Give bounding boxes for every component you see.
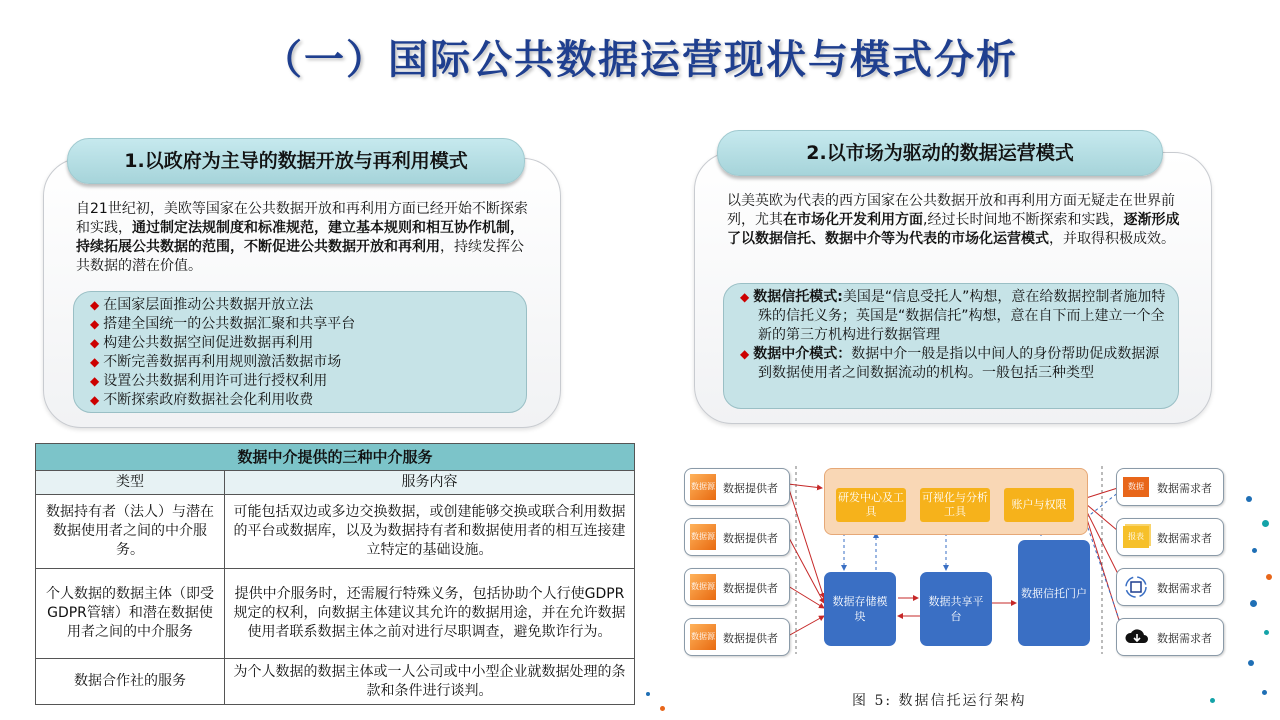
data-consumer-box bbox=[1116, 518, 1224, 556]
intermediary-services-table bbox=[35, 443, 635, 705]
diamond-bullet-icon: ◆ bbox=[90, 393, 100, 407]
data-consumer-box bbox=[1116, 568, 1224, 606]
data-consumer-label: 数据需求者 bbox=[1157, 632, 1212, 645]
right-para-text-1: 以美英欧为代表的西方国家在公共数据开放和再利用方面无疑走在世界前列，尤其 bbox=[727, 193, 1175, 228]
left-para-text-1: 自21世纪初，美欧等国家在公共数据开放和再利用方面已经开始不断探索和实践， bbox=[76, 201, 528, 236]
visualization-analysis-module: 可视化与分析工具 bbox=[920, 488, 990, 522]
diamond-bullet-icon: ◆ bbox=[90, 374, 100, 388]
diamond-bullet-icon: ◆ bbox=[90, 336, 100, 350]
right-para-text-3: ，并取得积极成效。 bbox=[1049, 231, 1175, 247]
table-cell-content: 可能包括双边或多边交换数据，或创建能够交换或联合利用数据的平台或数据库，以及为数据持有者和数据使用者的相互连接建立特定的基础设施。 bbox=[225, 495, 635, 569]
list-item: ◆ 不断完善数据再利用规则激活数据市场 bbox=[90, 354, 342, 370]
list-item: ◆ 在国家层面推动公共数据开放立法 bbox=[90, 297, 314, 313]
diamond-bullet-icon: ◆ bbox=[740, 290, 750, 304]
data-consumer-label: 数据需求者 bbox=[1157, 482, 1212, 495]
table-cell-type: 数据持有者（法人）与潜在数据使用者之间的中介服务。 bbox=[36, 495, 225, 569]
data-provider-box bbox=[684, 518, 790, 556]
data-source-cube-icon: 数据源 bbox=[690, 474, 716, 500]
table-cell-content: 提供中介服务时，还需履行特殊义务，包括协助个人行使GDPR规定的权利，向数据主体建议其允许的数据用途，并在允许数据使用者联系数据主体之前对进行尽职调查，避免欺诈行为。 bbox=[225, 569, 635, 659]
data-consumer-box bbox=[1116, 468, 1224, 506]
table-cell-type: 数据合作社的服务 bbox=[36, 659, 225, 705]
page-title: （一）国际公共数据运营现状与模式分析 bbox=[262, 37, 1018, 83]
data-badge-icon: 数据 bbox=[1123, 477, 1149, 497]
list-item: ◆ 数据信托模式:美国是“信息受托人”构想，意在给数据控制者施加特殊的信托义务；英国是“数据信托”构想，意在自下而上建立一个全新的第三方机构进行数据管理 bbox=[740, 289, 1166, 343]
figure-caption: 图 5: 数据信托运行架构 bbox=[852, 693, 1027, 709]
list-item: ◆ 构建公共数据空间促进数据再利用 bbox=[90, 335, 314, 351]
table-row bbox=[36, 659, 635, 705]
data-trust-portal: 数据信托门户 bbox=[1018, 540, 1090, 646]
list-item: ◆ 不断探索政府数据社会化利用收费 bbox=[90, 392, 314, 408]
data-consumer-box bbox=[1116, 618, 1224, 656]
diamond-bullet-icon: ◆ bbox=[740, 347, 750, 361]
right-para-text-2: ,经过长时间地不断探索和实践， bbox=[923, 212, 1124, 228]
diamond-bullet-icon: ◆ bbox=[90, 298, 100, 312]
left-card-paragraph bbox=[76, 200, 530, 276]
left-card-heading: 1.以政府为主导的数据开放与再利用模式 bbox=[67, 138, 525, 184]
table-caption: 数据中介提供的三种中介服务 bbox=[36, 444, 635, 471]
diamond-bullet-icon: ◆ bbox=[90, 317, 100, 331]
data-sharing-platform: 数据共享平台 bbox=[920, 572, 992, 646]
data-provider-box bbox=[684, 618, 790, 656]
right-card-heading: 2.以市场为驱动的数据运营模式 bbox=[717, 130, 1163, 176]
left-bullet-list bbox=[90, 296, 520, 410]
left-para-bold-1: 通过制定法规制度和标准规范，建立基本规则和相互协作机制，持续拓展公共数据的范围，不断促进公共数据开放和再利用 bbox=[76, 220, 524, 255]
data-trust-diagram bbox=[676, 458, 1236, 658]
diamond-bullet-icon: ◆ bbox=[90, 355, 100, 369]
report-icon: 报表 bbox=[1123, 526, 1149, 548]
rd-center-tools-module: 研发中心及工具 bbox=[836, 488, 906, 522]
table-cell-type: 个人数据的数据主体（即受GDPR管辖）和潜在数据使用者之间的中介服务 bbox=[36, 569, 225, 659]
data-provider-label: 数据提供者 bbox=[723, 532, 778, 545]
data-storage-module: 数据存储模块 bbox=[824, 572, 896, 646]
left-para-text-2: ，持续发挥公共数据的潜在价值。 bbox=[76, 239, 524, 274]
data-source-cube-icon: 数据源 bbox=[690, 524, 716, 550]
right-para-bold-1: 在市场化开发利用方面 bbox=[783, 212, 923, 228]
column-header-type: 类型 bbox=[36, 471, 225, 495]
data-provider-label: 数据提供者 bbox=[723, 582, 778, 595]
list-item: ◆ 搭建全国统一的公共数据汇聚和共享平台 bbox=[90, 316, 356, 332]
data-source-cube-icon: 数据源 bbox=[690, 624, 716, 650]
list-item: ◆ 设置公共数据利用许可进行授权利用 bbox=[90, 373, 328, 389]
table-cell-content: 为个人数据的数据主体或一人公司或中小型企业就数据处理的条款和条件进行谈判。 bbox=[225, 659, 635, 705]
table-row bbox=[36, 569, 635, 659]
cloud-download-icon bbox=[1123, 625, 1151, 649]
data-consumer-label: 数据需求者 bbox=[1157, 532, 1212, 545]
account-permission-module: 账户与权限 bbox=[1004, 488, 1074, 522]
data-provider-label: 数据提供者 bbox=[723, 482, 778, 495]
table-row bbox=[36, 495, 635, 569]
data-source-cube-icon: 数据源 bbox=[690, 574, 716, 600]
right-card-paragraph bbox=[727, 192, 1185, 249]
data-provider-box bbox=[684, 568, 790, 606]
column-header-content: 服务内容 bbox=[225, 471, 635, 495]
right-bullet-list bbox=[740, 288, 1168, 383]
data-consumer-label: 数据需求者 bbox=[1157, 582, 1212, 595]
right-para-bold-2: 逐渐形成了以数据信托、数据中介等为代表的市场化运营模式 bbox=[727, 212, 1180, 247]
list-item: ◆ 数据中介模式：数据中介一般是指以中间人的身份帮助促成数据源到数据使用者之间数据流动的机构。一般包括三种类型 bbox=[740, 346, 1160, 381]
data-provider-box bbox=[684, 468, 790, 506]
data-provider-label: 数据提供者 bbox=[723, 632, 778, 645]
cube-sync-icon bbox=[1123, 575, 1149, 599]
